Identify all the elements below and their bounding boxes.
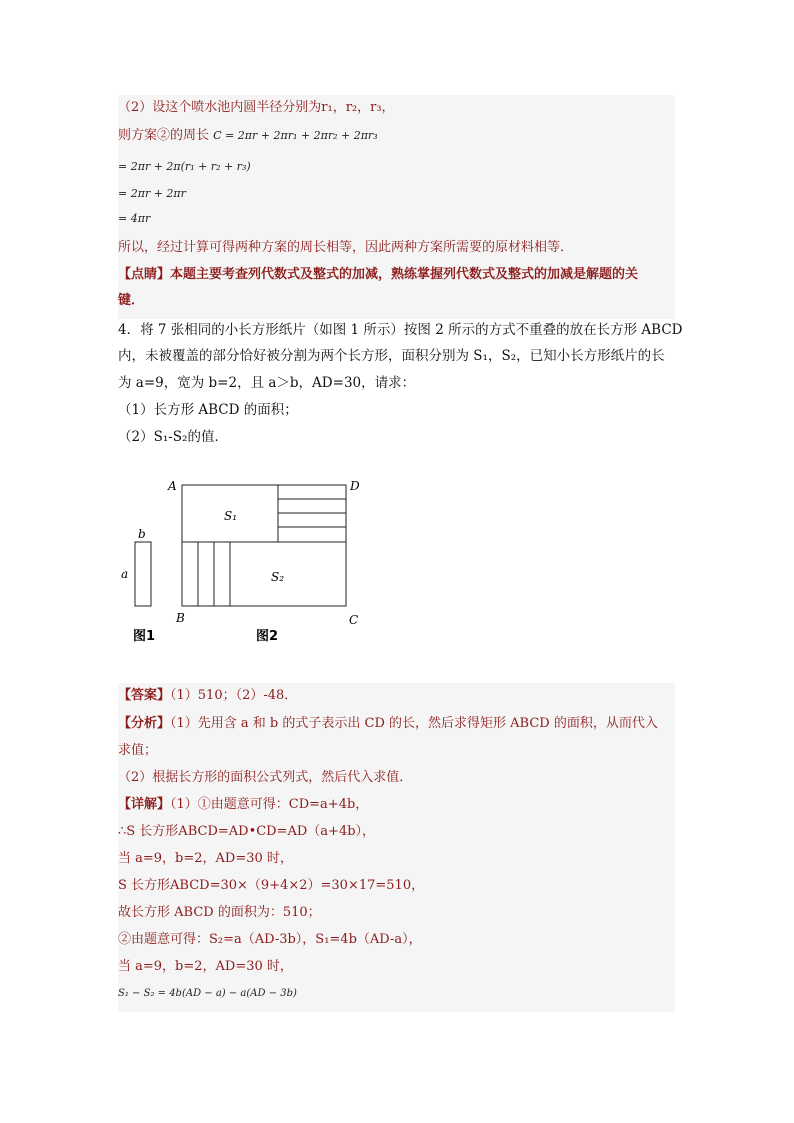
question-sub-2: （2）S₁-S₂的值． [118,429,228,445]
conclusion-text: 所以，经过计算可得两种方案的周长相等，因此两种方案所需要的原材料相等． [118,240,574,255]
fig1-rectangle [135,542,151,606]
fig1-a-label: a [121,567,129,581]
detail-step-5: 故长方形 ABCD 的面积为：510； [118,905,321,920]
comment-line [118,265,638,285]
detail-step-1: （1）①由题意可得：CD=a+4b， [170,797,369,812]
answer-tag: 【答案】 [118,688,171,703]
fig2-caption: 图2 [256,629,279,644]
fig1-b-label: b [138,527,146,541]
question-line-3: 为 a=9，宽为 b=2，且 a＞b，AD=30，请求： [118,375,416,391]
formula-step-2: = 2πr + 2πr [118,187,186,200]
comment-text-end: 键． [118,293,145,308]
formula-step-3: = 4πr [118,212,151,225]
detail-step-2: ∴S 长方形ABCD=AD•CD=AD（a+4b）， [118,824,376,839]
label-S2: S₂ [271,570,285,584]
answer-line [118,686,297,706]
analysis-line [118,714,658,734]
label-C: C [349,613,359,627]
label-D: D [350,479,360,493]
geometry-figure [118,470,378,650]
detail-step-7: 当 a=9，b=2，AD=30 时， [118,959,293,974]
detail-step-3: 当 a=9，b=2，AD=30 时， [118,851,293,866]
analysis-part2: （2）根据长方形的面积公式列式，然后代入求值． [118,770,413,785]
question-sub-1: （1）长方形 ABCD 的面积； [118,402,298,418]
detail-line [118,795,368,815]
detail-tag: 【详解】 [118,797,171,812]
detail-step-4: S 长方形ABCD=30×（9+4×2）=30×17=510， [118,878,425,893]
comment-tag: 【点睛】 [118,267,171,282]
answer-text: （1）510；（2）-48． [170,688,298,703]
analysis-text: （1）先用含 a 和 b 的式子表示出 CD 的长，然后求得矩形 ABCD 的面积，从而代入 [170,716,658,731]
label-S1: S₁ [224,509,238,523]
analysis-text-cont: 求值； [118,743,158,758]
rect-abcd [182,485,346,606]
formula-step-1: = 2πr + 2π(r₁ + r₂ + r₃) [118,160,251,173]
detail-step-8: S₁ − S₂ = 4b(AD − a) − a(AD − 3b) [118,988,297,999]
solution-block-top [118,95,675,319]
solution-block-bottom [118,683,675,1012]
question-line-1: 4．将 7 张相同的小长方形纸片（如图 1 所示）按图 2 所示的方式不重叠的放在长方形 ABCD [118,322,683,338]
label-A: A [168,479,177,493]
perimeter-line [118,126,378,146]
label-B: B [176,611,185,625]
perimeter-prefix: 则方案②的周长 [118,128,210,143]
perimeter-formula: C = 2πr + 2πr₁ + 2πr₂ + 2πr₃ [213,129,378,142]
part2-intro: （2）设这个喷水池内圆半径分别为r₁，r₂，r₃， [118,100,395,115]
detail-step-6: ②由题意可得：S₂=a（AD-3b），S₁=4b（AD-a）， [118,932,422,947]
comment-text: 本题主要考查列代数式及整式的加减，熟练掌握列代数式及整式的加减是解题的关 [170,267,639,282]
question-line-2: 内，未被覆盖的部分恰好被分割为两个长方形，面积分别为 S₁，S₂，已知小长方形纸片的长 [118,348,665,364]
analysis-tag: 【分析】 [118,716,171,731]
fig1-caption: 图1 [133,629,156,644]
